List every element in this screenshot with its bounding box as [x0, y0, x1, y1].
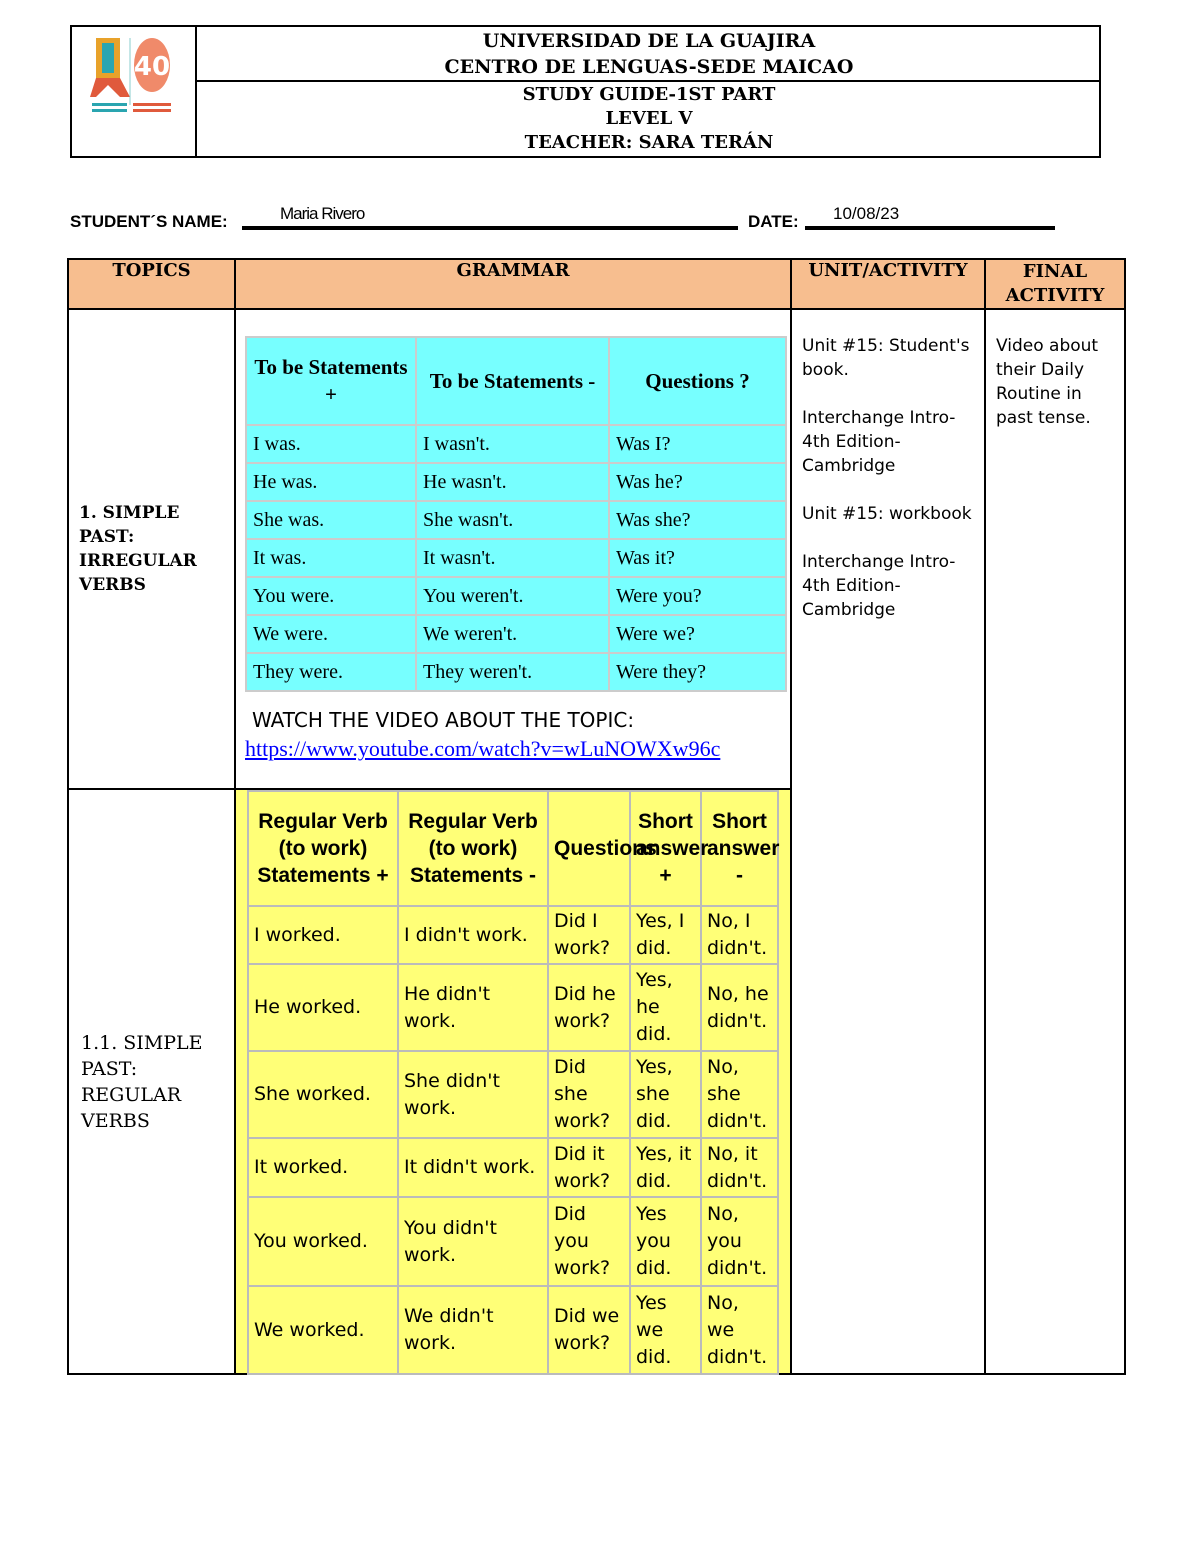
- to-be-table: [245, 336, 787, 692]
- guide-title: STUDY GUIDE-1ST PART: [522, 84, 776, 105]
- table-cell: He was.: [246, 463, 416, 501]
- col-header: To be Statements +: [246, 337, 416, 425]
- table-cell: They were.: [246, 653, 416, 691]
- table-row: [246, 577, 786, 615]
- student-name-label: STUDENT´S NAME:: [70, 212, 228, 231]
- table-row: [246, 425, 786, 463]
- table-cell: It worked.: [248, 1138, 398, 1197]
- table-cell: No, it didn't.: [701, 1138, 778, 1197]
- table-row: [248, 1051, 778, 1138]
- unit-ref: Unit #15: workbook: [802, 504, 972, 524]
- table-row: [246, 463, 786, 501]
- table-cell: We worked.: [248, 1286, 398, 1374]
- table-row: [246, 539, 786, 577]
- table-cell: Was it?: [609, 539, 786, 577]
- table-cell: Did it work?: [548, 1138, 630, 1197]
- video-link[interactable]: https://www.youtube.com/watch?v=wLuNOWXw96c: [245, 736, 721, 761]
- table-cell: Did I work?: [548, 906, 630, 964]
- table-cell: She was.: [246, 501, 416, 539]
- table-row: [248, 906, 778, 964]
- table-row: [246, 615, 786, 653]
- table-cell: I was.: [246, 425, 416, 463]
- svg-text:40: 40: [133, 52, 171, 82]
- table-row: [246, 653, 786, 691]
- final-activity: Video about their Daily Routine in past tense.: [985, 309, 1125, 1374]
- unit-ref: Interchange Intro-4th Edition-Cambridge: [802, 408, 956, 476]
- col-header: Regular Verb (to work) Statements -: [398, 791, 548, 906]
- table-cell: Did he work?: [548, 964, 630, 1051]
- table-cell: We didn't work.: [398, 1286, 548, 1374]
- teacher: TEACHER: SARA TERÁN: [524, 132, 774, 153]
- table-cell: Did she work?: [548, 1051, 630, 1138]
- table-cell: Was I?: [609, 425, 786, 463]
- col-header: Questions ?: [609, 337, 786, 425]
- table-cell: He wasn't.: [416, 463, 609, 501]
- table-cell: Were they?: [609, 653, 786, 691]
- unit-header: UNIT/ACTIVITY: [791, 259, 985, 309]
- table-cell: I didn't work.: [398, 906, 548, 964]
- date-label: DATE:: [748, 212, 799, 231]
- date-field[interactable]: 10/08/23: [805, 204, 1055, 230]
- table-cell: She didn't work.: [398, 1051, 548, 1138]
- table-cell: She wasn't.: [416, 501, 609, 539]
- table-cell: He worked.: [248, 964, 398, 1051]
- topics-header: TOPICS: [68, 259, 235, 309]
- table-cell: Was she?: [609, 501, 786, 539]
- table-cell: No, he didn't.: [701, 964, 778, 1051]
- table-cell: Did you work?: [548, 1197, 630, 1286]
- table-cell: Yes we did.: [630, 1286, 701, 1374]
- table-cell: No, she didn't.: [701, 1051, 778, 1138]
- table-cell: It didn't work.: [398, 1138, 548, 1197]
- table-row: [246, 501, 786, 539]
- table-cell: You weren't.: [416, 577, 609, 615]
- col-header: Short answer -: [701, 791, 778, 906]
- table-cell: Yes, he did.: [630, 964, 701, 1051]
- student-name-field[interactable]: Maria Rivero: [242, 204, 738, 230]
- table-cell: Yes, I did.: [630, 906, 701, 964]
- table-cell: Were you?: [609, 577, 786, 615]
- regular-verbs-table: [247, 790, 779, 1375]
- col-header: Regular Verb (to work) Statements +: [248, 791, 398, 906]
- unit-cell: [791, 309, 985, 1374]
- table-cell: It was.: [246, 539, 416, 577]
- table-cell: We were.: [246, 615, 416, 653]
- table-cell: No, I didn't.: [701, 906, 778, 964]
- table-cell: He didn't work.: [398, 964, 548, 1051]
- table-cell: They weren't.: [416, 653, 609, 691]
- table-cell: Were we?: [609, 615, 786, 653]
- table-cell: Was he?: [609, 463, 786, 501]
- table-cell: No, you didn't.: [701, 1197, 778, 1286]
- table-cell: You were.: [246, 577, 416, 615]
- table-cell: She worked.: [248, 1051, 398, 1138]
- table-cell: I wasn't.: [416, 425, 609, 463]
- col-header: Questions: [548, 791, 630, 906]
- table-cell: We weren't.: [416, 615, 609, 653]
- topic-regular: 1.1. SIMPLE PAST: REGULAR VERBS: [68, 789, 235, 1374]
- table-cell: Yes, she did.: [630, 1051, 701, 1138]
- topic-irregular: 1. SIMPLE PAST: IRREGULAR VERBS: [68, 309, 235, 789]
- col-header: Short answer +: [630, 791, 701, 906]
- university-logo: [90, 35, 175, 120]
- unit-ref: Unit #15: Student's book.: [802, 336, 970, 380]
- table-cell: I worked.: [248, 906, 398, 964]
- table-cell: Yes, it did.: [630, 1138, 701, 1197]
- level: LEVEL V: [605, 108, 693, 129]
- table-row: [248, 1197, 778, 1286]
- table-cell: It wasn't.: [416, 539, 609, 577]
- table-cell: Did we work?: [548, 1286, 630, 1374]
- divider: [195, 80, 1101, 82]
- table-cell: You worked.: [248, 1197, 398, 1286]
- table-row: [248, 1138, 778, 1197]
- table-cell: No, we didn't.: [701, 1286, 778, 1374]
- table-cell: You didn't work.: [398, 1197, 548, 1286]
- col-header: To be Statements -: [416, 337, 609, 425]
- table-row: [248, 964, 778, 1051]
- table-cell: Yes you did.: [630, 1197, 701, 1286]
- table-row: [248, 1286, 778, 1374]
- grammar-header: GRAMMAR: [235, 259, 791, 309]
- unit-ref: Interchange Intro-4th Edition-Cambridge: [802, 552, 956, 620]
- center-name: CENTRO DE LENGUAS-SEDE MAICAO: [444, 56, 854, 78]
- final-header: FINAL ACTIVITY: [985, 259, 1125, 309]
- university-name: UNIVERSIDAD DE LA GUAJIRA: [482, 30, 816, 52]
- watch-video-text: WATCH THE VIDEO ABOUT THE TOPIC:: [252, 708, 635, 732]
